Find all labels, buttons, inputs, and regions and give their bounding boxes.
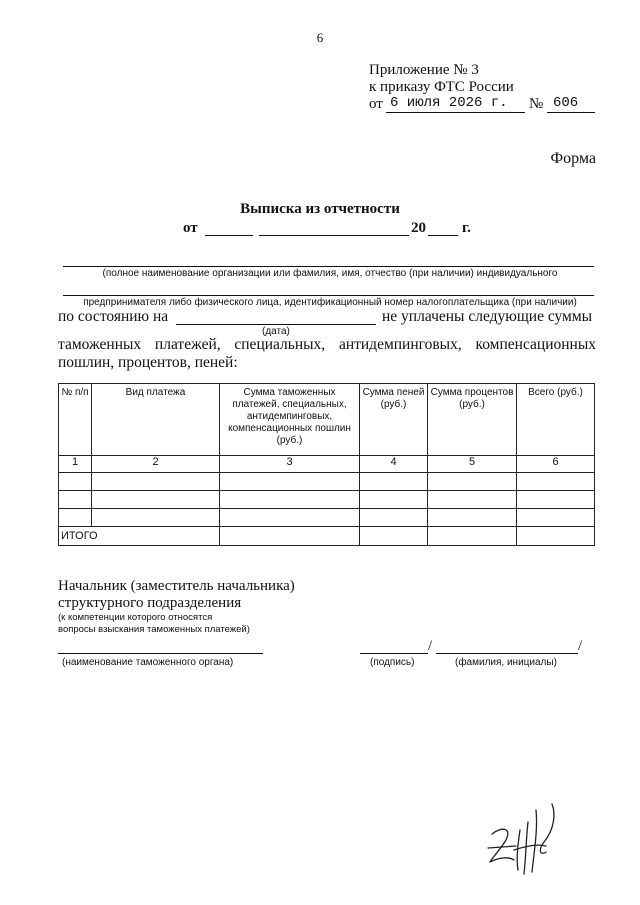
- date-day-blank: [205, 235, 253, 236]
- customs-body-caption: (наименование таможенного органа): [62, 657, 234, 668]
- appendix-from-prefix: от: [369, 96, 383, 112]
- header-total: Всего (руб.): [517, 384, 595, 456]
- table-row: [59, 509, 595, 527]
- column-number: 1: [59, 456, 92, 473]
- page-number: 6: [316, 30, 324, 45]
- signature-caption: (подпись): [370, 657, 415, 668]
- appendix-number-prefix: №: [529, 96, 544, 112]
- column-number: 3: [220, 456, 360, 473]
- appendix-block: [369, 62, 599, 113]
- statement-line3: пошлин, процентов, пеней:: [58, 354, 238, 371]
- appendix-date-underline: [386, 112, 525, 113]
- form-label: Форма: [550, 150, 596, 167]
- entrepreneur-caption: предпринимателя либо физического лица, идентификационный номер налогоплательщика (при наличии): [83, 297, 577, 308]
- table-row: [59, 491, 595, 509]
- table-row: [59, 473, 595, 491]
- org-name-line: [63, 266, 594, 267]
- appendix-line1: Приложение № 3: [369, 62, 479, 78]
- signatory-note-line2: вопросы взыскания таможенных платежей): [58, 624, 250, 635]
- date-month-blank: [259, 235, 409, 236]
- date-year-prefix: 20: [411, 220, 426, 236]
- name-line: [436, 653, 578, 654]
- appendix-number: 606: [553, 95, 579, 111]
- name-caption: (фамилия, инициалы): [455, 657, 557, 668]
- customs-body-line: [58, 653, 263, 654]
- statement-line2: таможенных платежей, специальных, антидемпинговых, компенсационных: [58, 336, 596, 353]
- column-number-row: [59, 456, 595, 473]
- signatory-line2: структурного подразделения: [58, 595, 242, 611]
- as-of-date-line: [176, 324, 376, 325]
- table-header-row: [59, 384, 595, 456]
- appendix-date: 6 июля 2026 г.: [390, 95, 508, 111]
- signature-line: [360, 653, 428, 654]
- document-date-line: [0, 220, 640, 240]
- signature-slash-left: /: [428, 638, 433, 654]
- document-title: Выписка из отчетности: [240, 201, 400, 217]
- column-number: 4: [360, 456, 428, 473]
- appendix-line2: к приказу ФТС России: [369, 79, 514, 95]
- appendix-date-line: [369, 96, 599, 113]
- date-year-blank: [428, 235, 458, 236]
- not-paid-label: не уплачены следующие суммы: [382, 308, 593, 325]
- signatory-title: [58, 578, 295, 612]
- column-number: 5: [428, 456, 517, 473]
- column-number: 2: [92, 456, 220, 473]
- header-interest-amount: Сумма процентов (руб.): [428, 384, 517, 456]
- header-penalty-amount: Сумма пеней (руб.): [360, 384, 428, 456]
- signatory-line1: Начальник (заместитель начальника): [58, 578, 295, 594]
- total-label: ИТОГО: [59, 527, 220, 546]
- column-number: 6: [517, 456, 595, 473]
- header-payment-type: Вид платежа: [92, 384, 220, 456]
- handwritten-signature: [480, 800, 570, 880]
- entrepreneur-line: [63, 295, 594, 296]
- as-of-date-caption: (дата): [262, 326, 290, 337]
- header-customs-amount: Сумма таможенных платежей, специальных, антидемпинговых, компенсационных пошлин (руб.): [220, 384, 360, 456]
- total-row: [59, 527, 595, 546]
- signature-slash-right: /: [578, 638, 583, 654]
- date-from-prefix: от: [183, 220, 198, 236]
- signatory-note-line1: (к компетенции которого относятся: [58, 612, 213, 623]
- as-of-label: по состоянию на: [58, 308, 169, 325]
- date-suffix: г.: [462, 220, 471, 236]
- header-number: № п/п: [59, 384, 92, 456]
- payments-table: [58, 383, 595, 546]
- signatory-note: [58, 612, 250, 636]
- appendix-number-underline: [547, 112, 595, 113]
- org-name-caption: (полное наименование организации или фамилия, имя, отчество (при наличии) индивидуального: [102, 268, 558, 279]
